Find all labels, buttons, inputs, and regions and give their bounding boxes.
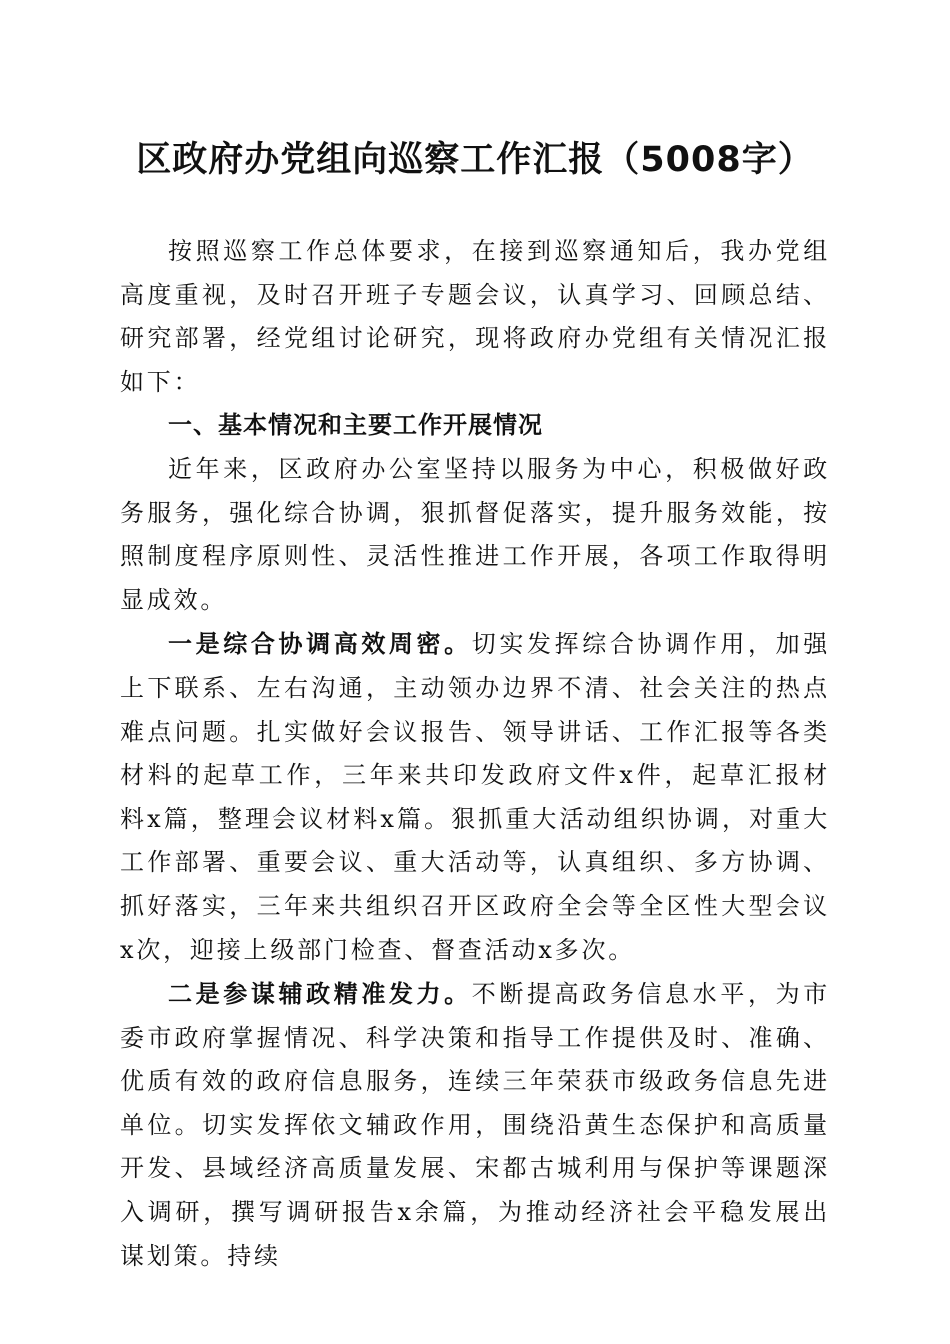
point1-lead: 一是综合协调高效周密。 (168, 629, 472, 659)
overview-paragraph: 近年来，区政府办公室坚持以服务为中心，积极做好政务服务，强化综合协调，狠抓督促落实，提升服务效能，按照制度程序原则性、灵活性推进工作开展，各项工作取得明显成效。 (120, 454, 830, 614)
document-title: 区政府办党组向巡察工作汇报（5008字） (136, 140, 814, 180)
point1-paragraph (120, 622, 830, 972)
intro-paragraph: 按照巡察工作总体要求，在接到巡察通知后，我办党组高度重视，及时召开班子专题会议，认真学习、回顾总结、研究部署，经党组讨论研究，现将政府办党组有关情况汇报如下： (120, 237, 830, 396)
point2-lead: 二是参谋辅政精准发力。 (168, 979, 472, 1009)
point1-text: 切实发挥综合协调作用，加强上下联系、左右沟通，主动领办边界不清、社会关注的热点难点问题。扎实做好会议报告、领导讲话、工作汇报等各类材料的起草工作，三年来共印发政府文件x件，起草汇报材料x篇，整理会议材料x篇。狠抓重大活动组织协调，对重大工作部署、重要会议、重大活动等，认真组织、多方协调、抓好落实，三年来共组织召开区政府全会等全区性大型会议x次，迎接上级部门检查、督查活动x多次。 (120, 630, 830, 964)
section-heading: 一、基本情况和主要工作开展情况 (168, 411, 543, 440)
point2-text: 不断提高政务信息水平，为市委市政府掌握情况、科学决策和指导工作提供及时、准确、优质有效的政府信息服务，连续三年荣获市级政务信息先进单位。切实发挥依文辅政作用，围绕沿黄生态保护和高质量开发、县域经济高质量发展、宋都古城利用与保护等课题深入调研，撰写调研报告x余篇，为推动经济社会平稳发展出谋划策。持续 (120, 980, 830, 1270)
point2-paragraph (120, 972, 830, 1278)
document-body (120, 230, 830, 1278)
